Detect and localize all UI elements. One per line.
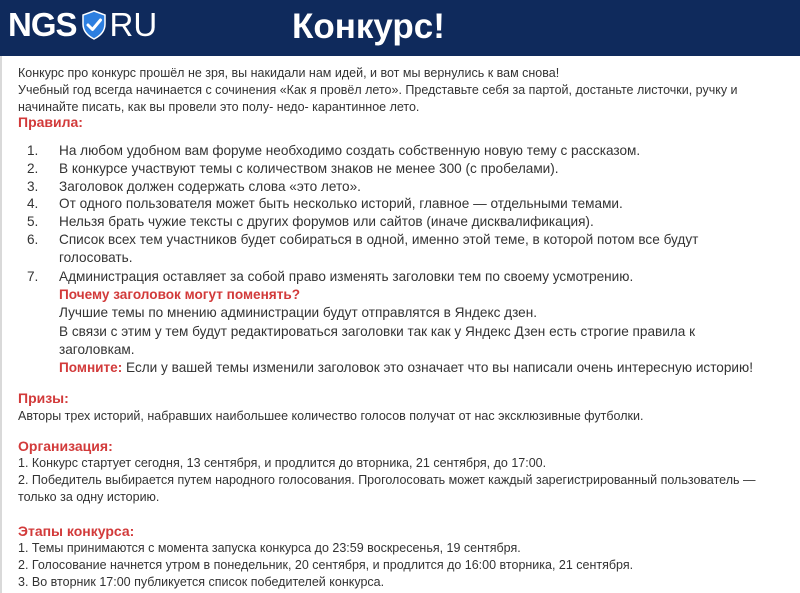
organization-line-3: только за одну историю. xyxy=(18,490,160,504)
stages-heading: Этапы конкурса: xyxy=(18,523,135,539)
remember-note xyxy=(59,359,753,377)
why-text-line-2: В связи с этим у тем будут редактироваться заголовки так как у Яндекс Дзен есть строгие правила к xyxy=(59,324,696,339)
rule-number: 5. xyxy=(27,214,39,229)
why-text-line-3: заголовкам. xyxy=(59,342,135,357)
rule-text-continued: голосовать. xyxy=(59,250,133,265)
intro-line-2: Учебный год всегда начинается с сочинения «Как я провёл лето». Представьте себя за партой, достаньте листочки, ручку и xyxy=(18,83,738,97)
rule-text: От одного пользователя может быть несколько историй, главное — отдельными темами. xyxy=(59,196,623,211)
stages-line-1: 1. Темы принимаются с момента запуска конкурса до 23:59 воскресенья, 19 сентября. xyxy=(18,541,521,555)
rule-text: Заголовок должен содержать слова «это лето». xyxy=(59,179,361,194)
organization-line-2: 2. Победитель выбирается путем народного голосования. Проголосовать может каждый зарегистрированный пользователь — xyxy=(18,473,756,487)
intro-line-1: Конкурс про конкурс прошёл не зря, вы накидали нам идей, и вот мы вернулись к вам снова! xyxy=(18,66,560,80)
rule-number: 4. xyxy=(27,196,39,211)
rule-text: Администрация оставляет за собой право изменять заголовки тем по своему усмотрению. xyxy=(59,269,634,284)
rule-text: На любом удобном вам форуме необходимо создать собственную новую тему с рассказом. xyxy=(59,143,641,158)
logo-ru-text: RU xyxy=(109,6,158,43)
prizes-text: Авторы трех историй, набравших наибольшее количество голосов получат от нас эксклюзивные футболки. xyxy=(18,409,644,423)
organization-heading: Организация: xyxy=(18,438,113,454)
stages-line-3: 3. Во вторник 17:00 публикуется список победителей конкурса. xyxy=(18,575,385,589)
ngs-logo[interactable] xyxy=(8,7,157,43)
remember-text: Если у вашей темы изменили заголовок это означает что вы написали очень интересную историю! xyxy=(122,360,753,375)
prizes-heading: Призы: xyxy=(18,390,69,406)
organization-line-1: 1. Конкурс стартует сегодня, 13 сентября, и продлится до вторника, 21 сентября, до 17:00. xyxy=(18,456,547,470)
rule-number: 1. xyxy=(27,143,39,158)
rules-heading: Правила: xyxy=(18,114,83,130)
why-heading: Почему заголовок могут поменять? xyxy=(59,287,301,302)
rule-number: 6. xyxy=(27,232,39,247)
shield-check-icon xyxy=(81,10,107,40)
rule-number: 7. xyxy=(27,269,39,284)
rule-number: 3. xyxy=(27,179,39,194)
rule-text: Нельзя брать чужие тексты с других форумов или сайтов (иначе дисквалификация). xyxy=(59,214,594,229)
page-title: Конкурс! xyxy=(292,7,445,46)
intro-line-3: начинайте писать, как вы провели это полу- недо- карантинное лето. xyxy=(18,100,420,114)
remember-label: Помните: xyxy=(59,360,123,375)
rule-number: 2. xyxy=(27,161,39,176)
article-body xyxy=(0,56,800,593)
rule-text: Список всех тем участников будет собираться в одной, именно этой теме, в которой потом все будут xyxy=(59,232,699,247)
rule-text: В конкурсе участвуют темы с количеством знаков не менее 300 (с пробелами). xyxy=(59,161,559,176)
stages-line-2: 2. Голосование начнется утром в понедельник, 20 сентября, и продлится до 16:00 вторника, 21 сентября. xyxy=(18,558,634,572)
header-banner xyxy=(0,0,800,56)
logo-ngs-text: NGS xyxy=(8,6,77,43)
why-text-line-1: Лучшие темы по мнению администрации будут отправлятся в Яндекс дзен. xyxy=(59,305,538,320)
